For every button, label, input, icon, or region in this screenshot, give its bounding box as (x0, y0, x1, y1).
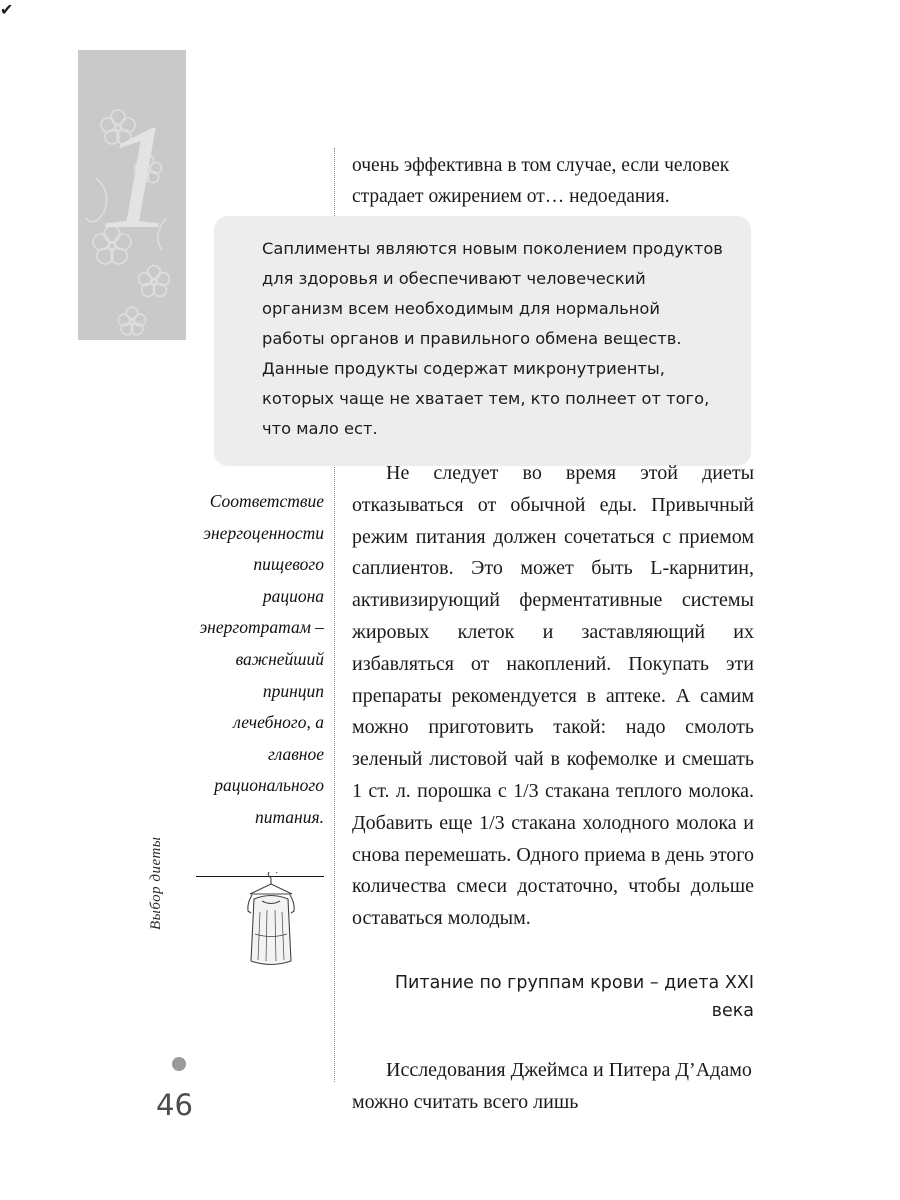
top-paragraph: очень эффективна в том случае, если человек страдает ожирением от… недоедания. (352, 155, 730, 207)
body-column (352, 458, 754, 1119)
chapter-band (78, 50, 186, 340)
sidenote: Соответствие энергоценности пищевого рациона энерготратам – важнейший принцип лечебного, а главное рационального питания. (199, 491, 324, 827)
section-subheading: Питание по группам крови – диета XXI века (394, 972, 754, 1021)
page-marker-dot (172, 1057, 186, 1071)
check-badge-icon: ✔ (0, 2, 14, 19)
callout-box (214, 216, 751, 466)
dress-on-hanger-illustration (236, 872, 306, 982)
body-paragraph-2: Исследования Джеймса и Питера Д’Адамо можно считать всего лишь (352, 1058, 752, 1113)
chapter-number: 1 (100, 94, 175, 260)
page-number: 46 (156, 1088, 193, 1122)
callout-text: Саплименты являются новым поколением продуктов для здоровья и обеспечивают человеческий организм всем необходимым для нормальной работы органов и правильного обмена веществ. Данные продукты содержат микронутриенты, которых чаще не хватает тем, кто полнеет от того, что мало ест. (262, 239, 723, 438)
body-paragraph-1: Не следует во время этой диеты отказываться от обычной еды. Привычный режим питания должен сочетаться с приемом саплиентов. Это может быть L-карнитин, активизирующий ферментативные системы жировых клеток и заставляющий их избавляться от накоплений. Покупать эти препараты рекомендуется в аптеке. А самим можно приготовить такой: надо смолоть зеленый листовой чай в кофемолке и смешать 1 ст. л. порошка с 1/3 стакана теплого молока. Добавить еще 1/3 стакана холодного молока и снова перемешать. Одного приема в день этого количества смеси достаточно, чтобы дольше оставаться молодым. (352, 462, 754, 930)
running-head: Выбор диеты (148, 836, 164, 930)
